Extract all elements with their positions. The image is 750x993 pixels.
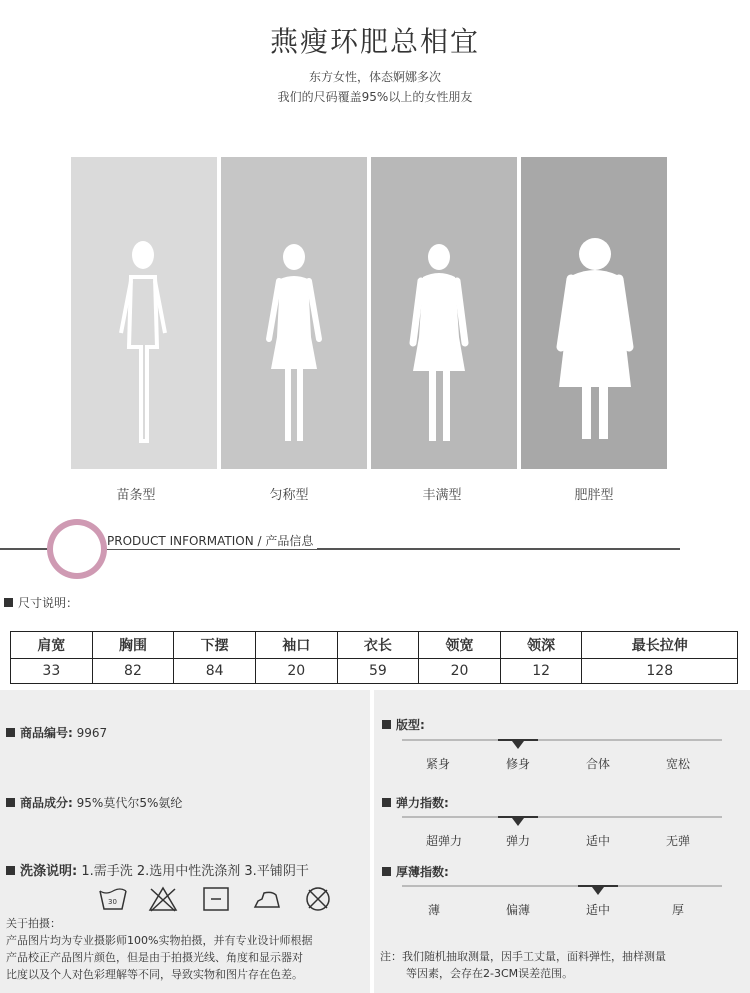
thickness-option: 偏薄: [505, 903, 530, 917]
balanced-figure-icon: [221, 157, 367, 469]
elasticity-option: 超弹力: [425, 834, 462, 848]
fit-heading: [382, 716, 425, 733]
size-table: [10, 631, 738, 684]
thickness-option: 薄: [427, 903, 440, 917]
photography-note: [6, 915, 366, 983]
subtitle-line-1: 东方女性，体态婀娜多次: [308, 70, 441, 84]
decorative-circle-inner: [53, 525, 101, 573]
composition-row: [6, 794, 182, 811]
size-header-cell: 胸围: [92, 632, 174, 659]
washing-row: [6, 860, 309, 879]
washing-label: 洗涤说明:: [20, 864, 78, 879]
page-title: 燕瘦环肥总相宜: [269, 25, 480, 58]
size-value-cell: 84: [174, 659, 256, 684]
photography-note-line: 产品校正产品图片颜色，但是由于拍摄光线、角度和显示器对: [6, 951, 303, 964]
svg-text:30: 30: [108, 898, 117, 906]
full-figure-panel: [371, 157, 517, 469]
product-info-heading: PRODUCT INFORMATION / 产品信息: [107, 532, 317, 549]
elasticity-option: 无弹: [665, 834, 690, 848]
fit-option: 宽松: [665, 757, 690, 771]
slim-figure-icon: [71, 157, 217, 469]
product-code-value: 9967: [76, 726, 108, 740]
size-value-cell: 20: [419, 659, 501, 684]
elasticity-option: 适中: [585, 834, 610, 848]
plump-figure-panel: [521, 157, 667, 469]
body-type-label-plump: 肥胖型: [574, 488, 614, 503]
measurement-note-line: 等因素，会存在2-3CM误差范围。: [406, 967, 574, 980]
fit-scale-line: [402, 739, 722, 741]
photography-note-line: 产品图片均为专业摄影师100%实物拍摄，并有专业设计师根据: [6, 934, 313, 947]
size-heading: [4, 594, 78, 611]
size-header-cell: 最长拉伸: [582, 632, 738, 659]
bullet-square-icon: [6, 798, 15, 807]
size-table-value-row: [11, 659, 738, 684]
no-bleach-icon: [148, 885, 178, 913]
thickness-heading: [382, 863, 449, 880]
size-value-cell: 128: [582, 659, 738, 684]
size-header-cell: 肩宽: [11, 632, 93, 659]
slim-figure-panel: [71, 157, 217, 469]
size-header-cell: 领深: [500, 632, 582, 659]
bullet-square-icon: [382, 720, 391, 729]
thickness-option: 厚: [671, 903, 684, 917]
bullet-square-icon: [382, 798, 391, 807]
thickness-option-selected: 适中: [585, 903, 610, 917]
photography-note-line: 比度以及个人对色彩理解等不同，导致实物和图片存在色差。: [6, 968, 303, 981]
fit-option: 紧身: [425, 757, 450, 771]
body-type-label-full: 丰满型: [422, 488, 462, 503]
product-code-row: [6, 724, 107, 741]
size-header-cell: 下摆: [174, 632, 256, 659]
elasticity-pointer-icon: [512, 818, 524, 826]
washing-value: 1.需手洗 2.选用中性洗涤剂 3.平铺阴干: [81, 864, 309, 879]
size-header-cell: 领宽: [419, 632, 501, 659]
bullet-square-icon: [6, 728, 15, 737]
elasticity-option-selected: 弹力: [505, 834, 530, 848]
fit-option-selected: 修身: [505, 757, 530, 771]
thickness-pointer-icon: [592, 887, 604, 895]
composition-label: 商品成分:: [20, 796, 73, 810]
fit-pointer-icon: [512, 741, 524, 749]
balanced-figure-panel: [221, 157, 367, 469]
size-header-cell: 衣长: [337, 632, 419, 659]
bullet-square-icon: [382, 867, 391, 876]
full-figure-icon: [371, 157, 517, 469]
plump-figure-icon: [521, 157, 667, 469]
measurement-note: [380, 948, 746, 982]
bullet-square-icon: [4, 598, 13, 607]
elasticity-scale-line: [402, 816, 722, 818]
composition-value: 95%莫代尔5%氨纶: [76, 796, 183, 810]
no-dry-clean-icon: [303, 885, 333, 913]
bullet-square-icon: [6, 866, 15, 875]
fit-option: 合体: [585, 757, 610, 771]
measurement-note-line: 注：我们随机抽取测量，因手工丈量，面料弹性，抽样测量: [380, 950, 666, 963]
size-value-cell: 82: [92, 659, 174, 684]
size-value-cell: 20: [255, 659, 337, 684]
thickness-label: 厚薄指数:: [396, 865, 449, 879]
body-type-label-balanced: 匀称型: [269, 488, 309, 503]
subtitle-line-2: 我们的尺码覆盖95%以上的女性朋友: [277, 90, 473, 104]
fit-label: 版型:: [396, 718, 425, 732]
product-code-label: 商品编号:: [20, 726, 73, 740]
elasticity-label: 弹力指数:: [396, 796, 449, 810]
size-table-header-row: [11, 632, 738, 659]
photography-note-title: 关于拍摄：: [6, 917, 61, 930]
hand-wash-30-icon: [98, 885, 128, 913]
size-value-cell: 12: [500, 659, 582, 684]
size-header-cell: 袖口: [255, 632, 337, 659]
size-heading-text: 尺寸说明：: [18, 596, 79, 610]
size-value-cell: 33: [11, 659, 93, 684]
size-value-cell: 59: [337, 659, 419, 684]
elasticity-heading: [382, 794, 449, 811]
thickness-scale-line: [402, 885, 722, 887]
iron-icon: [252, 885, 282, 913]
tumble-dry-icon: [201, 885, 231, 913]
body-type-label-slim: 苗条型: [116, 488, 156, 503]
